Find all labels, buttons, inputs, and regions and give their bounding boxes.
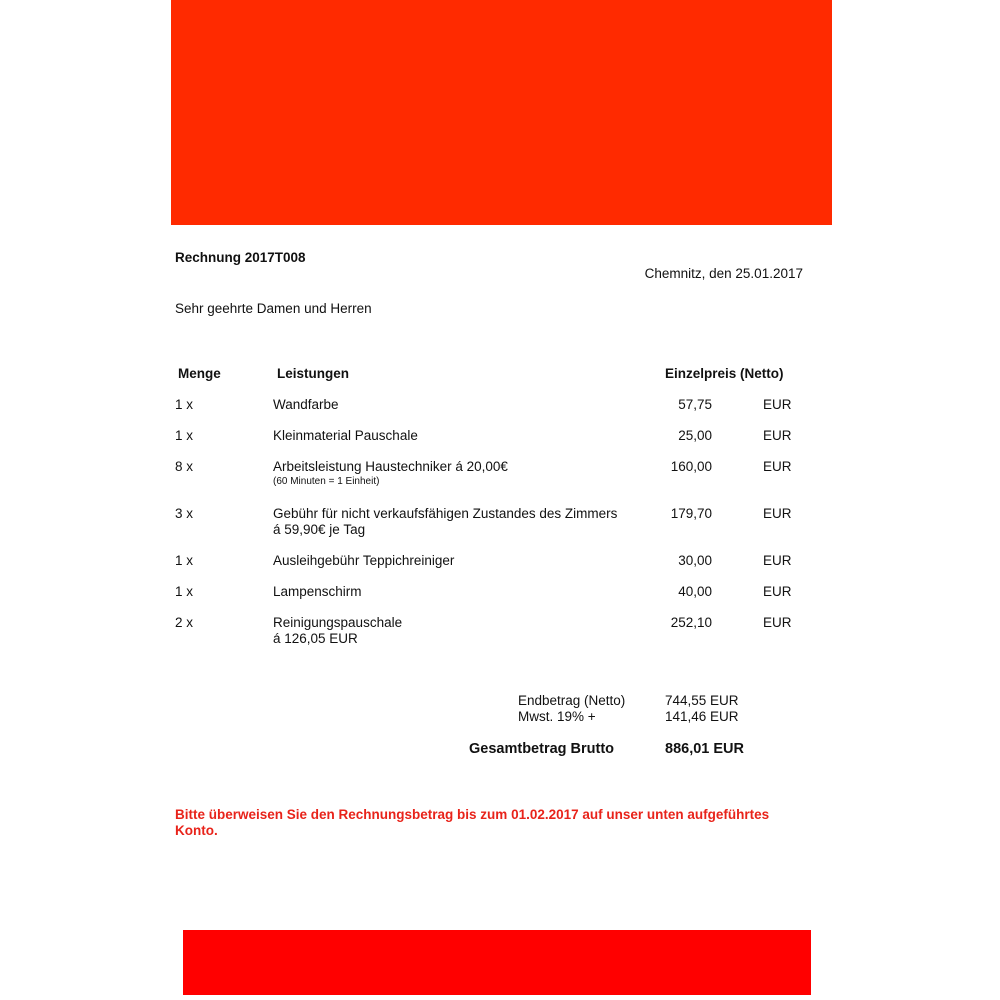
row-price: 252,10 (670, 615, 712, 630)
invoice-date: Chemnitz, den 25.01.2017 (644, 266, 803, 281)
row-currency: EUR (763, 459, 792, 474)
row-price: 40,00 (678, 584, 712, 599)
row-currency: EUR (763, 553, 792, 568)
vat-label: Mwst. 19% + (518, 709, 596, 724)
row-currency: EUR (763, 428, 792, 443)
row-description: Wandfarbe (273, 397, 339, 412)
gross-total-value: 886,01 EUR (665, 741, 744, 757)
table-row (0, 506, 1000, 546)
row-description: Gebühr für nicht verkaufsfähigen Zustandes des Zimmers á 59,90€ je Tag (273, 506, 618, 537)
footer-banner (183, 930, 811, 995)
row-price: 30,00 (678, 553, 712, 568)
row-currency: EUR (763, 615, 792, 630)
gross-total-label: Gesamtbetrag Brutto (469, 741, 615, 757)
row-description: Kleinmaterial Pauschale (273, 428, 418, 443)
row-description: Lampenschirm (273, 584, 362, 599)
net-total-value: 744,55 EUR (665, 693, 739, 708)
row-quantity: 1 x (175, 584, 194, 599)
row-description-line2: á 59,90€ je Tag (273, 522, 366, 537)
row-price: 25,00 (678, 428, 712, 443)
header-banner (171, 0, 832, 225)
row-quantity: 2 x (175, 615, 194, 630)
row-quantity: 8 x (175, 459, 194, 474)
row-currency: EUR (763, 397, 792, 412)
vat-value: 141,46 EUR (665, 709, 739, 724)
row-description: Ausleihgebühr Teppichreiniger (273, 553, 455, 568)
invoice-title: Rechnung 2017T008 (175, 250, 306, 265)
row-price: 160,00 (670, 459, 712, 474)
row-quantity: 1 x (175, 553, 194, 568)
row-quantity: 1 x (175, 428, 194, 443)
row-price: 57,75 (678, 397, 712, 412)
salutation: Sehr geehrte Damen und Herren (175, 301, 372, 316)
net-total-label: Endbetrag (Netto) (518, 693, 626, 708)
row-currency: EUR (763, 584, 792, 599)
row-description-line2: á 126,05 EUR (273, 631, 358, 646)
table-row (0, 459, 1000, 499)
row-description: Arbeitsleistung Haustechniker á 20,00€ (60 Minuten = 1 Einheit) (273, 459, 508, 487)
row-quantity: 3 x (175, 506, 194, 521)
column-header-services: Leistungen (277, 366, 350, 381)
row-description-note: (60 Minuten = 1 Einheit) (273, 476, 380, 487)
row-quantity: 1 x (175, 397, 194, 412)
table-row (0, 615, 1000, 655)
payment-note: Bitte überweisen Sie den Rechnungsbetrag bis zum 01.02.2017 auf unser unten aufgeführtes Konto. (175, 807, 770, 838)
row-description: Reinigungspauschale á 126,05 EUR (273, 615, 403, 646)
row-price: 179,70 (670, 506, 712, 521)
row-currency: EUR (763, 506, 792, 521)
column-header-unit-price: Einzelpreis (Netto) (665, 366, 784, 381)
column-header-quantity: Menge (178, 366, 221, 381)
